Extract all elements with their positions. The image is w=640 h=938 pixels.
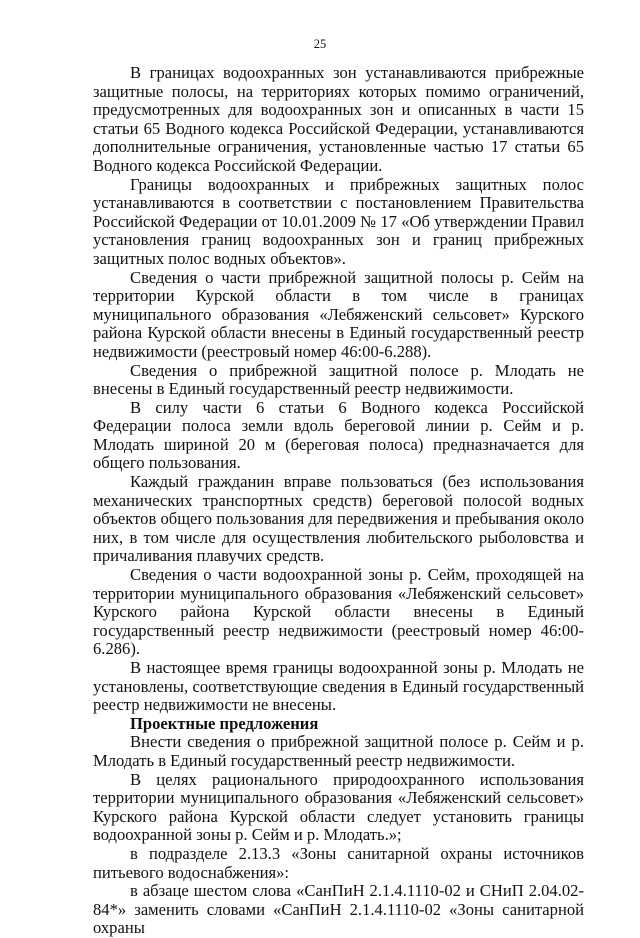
paragraph-subsection-reference: в подразделе 2.13.3 «Зоны санитарной охраны источников питьевого водоснабжения»:	[93, 843, 584, 882]
paragraph-seim-water-protection-zone: Сведения о части водоохранной зоны р. Сейм, проходящей на территории муниципального образования «Лебяженский сельсовет» Курского района Курской области внесены в Единый государственный реестр недвижимости (реестровый номер 46:00-6.286).	[93, 565, 584, 659]
paragraph-mlodat-water-protection-zone: В настоящее время границы водоохранной зоны р. Млодать не установлены, соответствующие сведения в Единый государственный реестр недвижимости не внесены.	[93, 658, 584, 715]
section-heading: Проектные предложения	[130, 713, 319, 733]
paragraph-replacement-clause: в абзаце шестом слова «СанПиН 2.1.4.1110-02 и СНиП 2.04.02-84*» заменить словами «СанПиН 2.1.4.1110-02 «Зоны санитарной охраны	[93, 881, 584, 938]
paragraph-proposal-boundaries: В целях рационального природоохранного использования территории муниципального образования «Лебяженский сельсовет» Курского района Курской области следует установить границы водоохранной зоны р. Сейм и р. Млодать.»;	[93, 769, 584, 845]
paragraph-citizen-rights: Каждый гражданин вправе пользоваться (без использования механических транспортных средств) береговой полосой водных объектов общего пользования для передвижения и пребывания около них, в том числе для осуществления любительского рыболовства и причаливания плавучих средств.	[93, 472, 584, 566]
paragraph-shoreline-strip: В силу части 6 статьи 6 Водного кодекса Российской Федерации полоса земли вдоль береговой линии р. Сейм и р. Млодать шириной 20 м (береговая полоса) предназначается для общего пользования.	[93, 397, 584, 473]
document-body	[93, 64, 584, 938]
paragraph-water-protection-strips: В границах водоохранных зон устанавливаются прибрежные защитные полосы, на территориях которых помимо ограничений, предусмотренных для водоохранных зон и описанных в части 15 статьи 65 Водного кодекса Российской Федерации, устанавливаются дополнительные ограничения, установленные частью 17 статьи 65 Водного кодекса Российской Федерации.	[93, 63, 584, 175]
paragraph-seim-coastal-strip-registry: Сведения о части прибрежной защитной полосы р. Сейм на территории Курской области в том числе в границах муниципального образования «Лебяженский сельсовет» Курского района Курской области внесены в Единый государственный реестр недвижимости (реестровый номер 46:00-6.288).	[93, 267, 584, 361]
paragraph-mlodat-coastal-strip: Сведения о прибрежной защитной полосе р. Млодать не внесены в Единый государственный реестр недвижимости.	[93, 360, 584, 399]
paragraph-boundaries-regulation: Границы водоохранных и прибрежных защитных полос устанавливаются в соответствии с постановлением Правительства Российской Федерации от 10.01.2009 № 17 «Об утверждении Правил установления границ водоохранных зон и границ прибрежных защитных полос водных объектов».	[93, 174, 584, 268]
paragraph-proposal-registry: Внести сведения о прибрежной защитной полосе р. Сейм и р. Млодать в Единый государственный реестр недвижимости.	[93, 732, 584, 770]
page-number: 25	[313, 37, 327, 51]
